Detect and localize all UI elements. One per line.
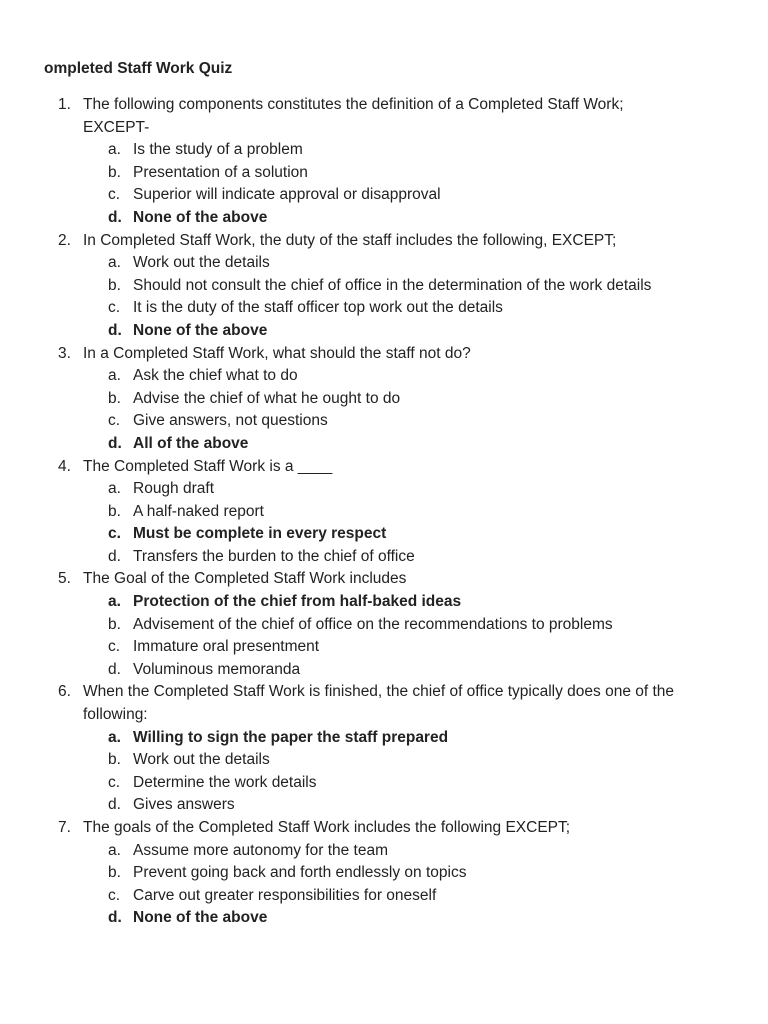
question-number: 4. [58,457,71,475]
option-text: None of the above [133,208,268,226]
option-letter: c. [108,525,121,543]
option-text: Prevent going back and forth endlessly on topics [133,864,467,882]
answer-option [0,162,768,185]
option-letter: c. [108,412,121,430]
question-5 [0,568,768,681]
option-letter: b. [108,502,121,520]
option-letter: d. [108,660,121,678]
question-2 [0,230,768,343]
option-letter: d. [108,796,121,814]
question-number: 7. [58,819,71,836]
option-letter: a. [108,841,121,859]
option-letter: a. [108,254,121,272]
answer-option [0,636,768,659]
option-letter: b. [108,615,121,633]
option-letter: c. [108,773,121,791]
answer-option [0,546,768,569]
option-letter: c. [108,886,121,904]
question-text: The following components constitutes the definition of a Completed Staff Work; EXCEPT- [83,96,624,136]
answer-option [0,840,768,863]
option-text: Advisement of the chief of office on the recommendations to problems [133,615,613,633]
option-letter: b. [108,163,121,181]
option-letter: b. [108,751,121,769]
question-text: In Completed Staff Work, the duty of the staff includes the following, EXCEPT; [83,231,617,249]
question-number: 1. [58,96,71,113]
page-title: ompleted Staff Work Quiz [44,60,233,77]
option-text: Ask the chief what to do [133,367,298,385]
answer-option-correct [0,523,768,546]
question-text: The goals of the Completed Staff Work includes the following EXCEPT; [83,819,571,836]
answer-option [0,365,768,388]
answer-option [0,388,768,411]
answer-option [0,139,768,162]
question-list [0,94,768,930]
answer-option-correct [0,433,768,456]
option-text: It is the duty of the staff officer top work out the details [133,299,503,317]
option-text: Immature oral presentment [133,638,320,656]
option-letter: b. [108,864,121,882]
answer-option [0,478,768,501]
answer-option [0,275,768,298]
question-text: The Goal of the Completed Staff Work includes [83,570,407,588]
question-7 [0,817,768,930]
answer-option-correct [0,907,768,930]
option-text: None of the above [133,909,268,927]
option-text: All of the above [133,434,249,452]
option-text: Gives answers [133,796,235,814]
answer-option [0,749,768,772]
answer-option [0,862,768,885]
option-text: Work out the details [133,751,270,769]
question-text: In a Completed Staff Work, what should the staff not do? [83,344,471,362]
answer-option [0,614,768,637]
option-text: Is the study of a problem [133,141,303,159]
option-text: None of the above [133,321,268,339]
option-text: Work out the details [133,254,270,272]
option-text: Presentation of a solution [133,163,308,181]
answer-option-correct [0,591,768,614]
option-text: Willing to sign the paper the staff prepared [133,728,449,746]
option-letter: a. [108,141,121,159]
option-letter: c. [108,186,121,204]
option-letter: c. [108,299,121,317]
option-text: Carve out greater responsibilities for oneself [133,886,437,904]
option-letter: d. [108,909,122,927]
question-text: The Completed Staff Work is a ____ [83,457,333,475]
answer-option-correct [0,727,768,750]
answer-option [0,772,768,795]
answer-option [0,184,768,207]
option-text: Give answers, not questions [133,412,328,430]
question-number: 6. [58,683,71,701]
answer-option [0,501,768,524]
option-letter: d. [108,208,122,226]
option-text: Protection of the chief from half-baked ideas [133,593,462,611]
option-letter: a. [108,367,121,385]
option-letter: b. [108,389,121,407]
question-3 [0,343,768,456]
option-letter: a. [108,480,121,498]
answer-option [0,659,768,682]
option-text: Advise the chief of what he ought to do [133,389,401,407]
option-text: Voluminous memoranda [133,660,301,678]
option-letter: a. [108,728,121,746]
option-letter: d. [108,434,122,452]
question-4 [0,456,768,569]
option-text: Transfers the burden to the chief of office [133,547,415,565]
option-text: A half-naked report [133,502,264,520]
question-6 [0,681,768,817]
answer-option [0,252,768,275]
option-text: Superior will indicate approval or disapproval [133,186,441,204]
option-text: Assume more autonomy for the team [133,841,389,859]
question-number: 2. [58,231,71,249]
answer-option [0,885,768,908]
option-letter: a. [108,593,121,611]
option-letter: d. [108,547,121,565]
option-text: Rough draft [133,480,214,498]
option-text: Should not consult the chief of office in the determination of the work details [133,276,652,294]
question-text: When the Completed Staff Work is finished, the chief of office typically does one of the following: [83,683,675,724]
answer-option [0,410,768,433]
question-1 [0,94,768,230]
answer-option [0,297,768,320]
question-number: 3. [58,344,71,362]
option-text: Must be complete in every respect [133,525,387,543]
option-letter: d. [108,321,122,339]
option-letter: c. [108,638,121,656]
option-text: Determine the work details [133,773,317,791]
option-letter: b. [108,276,121,294]
question-number: 5. [58,570,71,588]
answer-option-correct [0,320,768,343]
answer-option [0,794,768,817]
answer-option-correct [0,207,768,230]
